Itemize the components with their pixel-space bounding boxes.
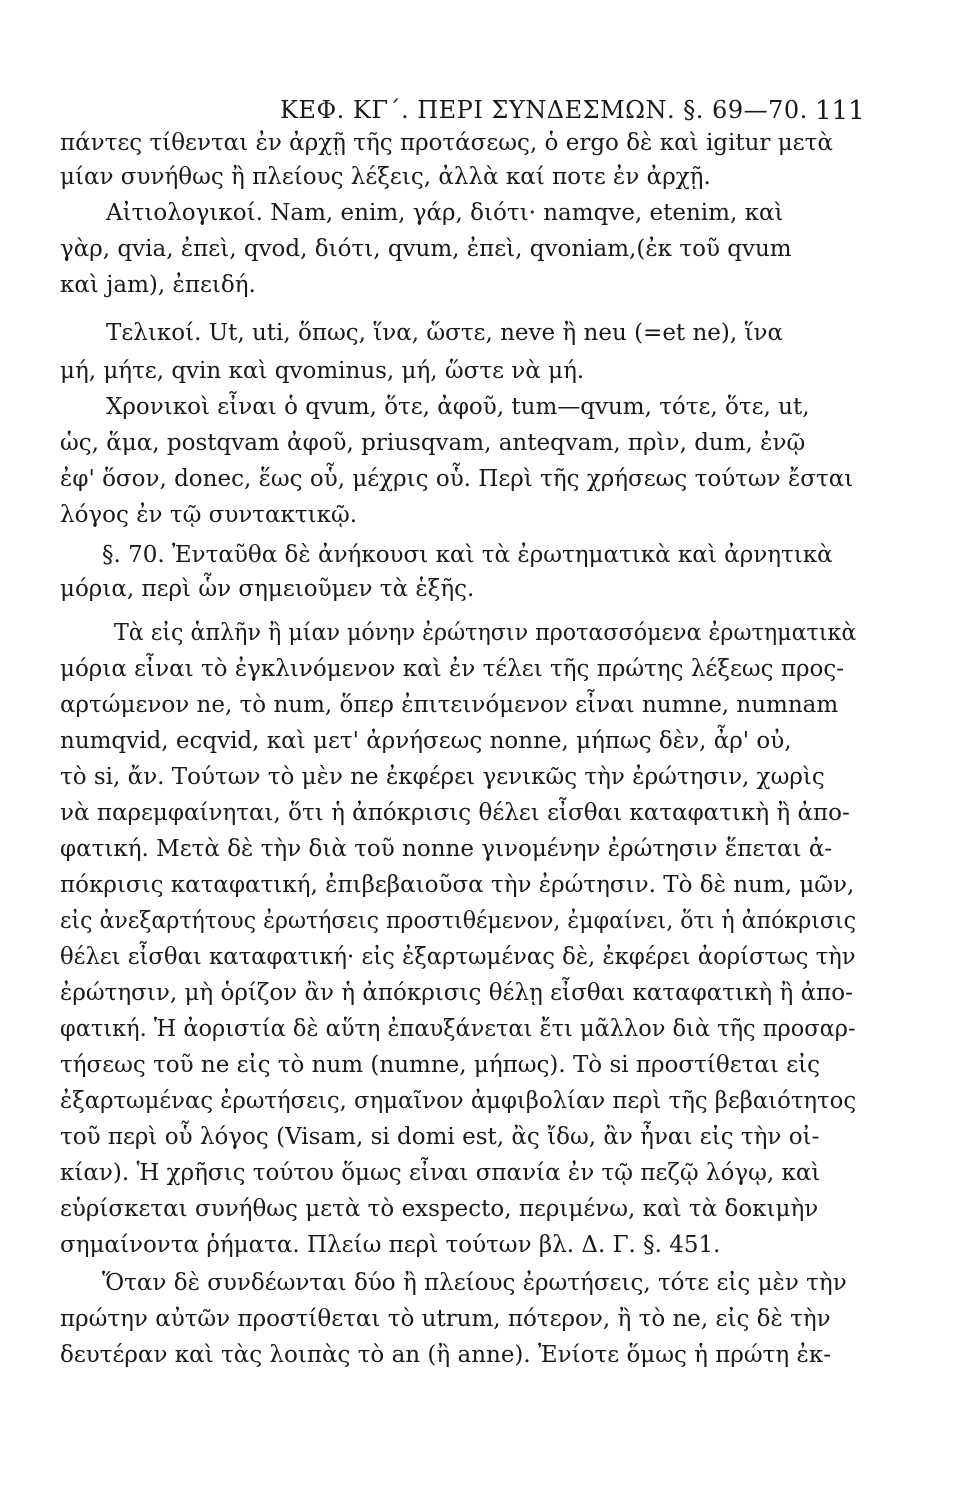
text-line: numqvid, ecqvid, καὶ μετ' ἀρνήσεως nonne, μήπως δὲν, ἆρ' οὐ, [60,728,792,754]
text-line: εἰς ἀνεξαρτήτους ἐρωτήσεις προστιθέμενον, ἐμφαίνει, ὅτι ἡ ἀπόκρισις [60,908,856,934]
text-line: καὶ jam), ἐπειδή. [60,272,256,298]
text-line: εὑρίσκεται συνήθως μετὰ τὸ exspecto, περιμένω, καὶ τὰ δοκιμὴν [60,1196,819,1222]
running-title: ΚΕΦ. ΚΓ΄. ΠΕΡΙ ΣΥΝΔΕΣΜΩΝ. §. 69—70. [280,96,808,124]
text-line: πάντες τίθενται ἐν ἀρχῇ τῆς προτάσεως, ὁ ergo δὲ καὶ igitur μετὰ [60,130,833,156]
text-line: πόκρισις καταφατική, ἐπιβεβαιοῦσα τὴν ἐρώτησιν. Τὸ δὲ num, μῶν, [60,872,855,898]
text-line: αρτώμενον ne, τὸ num, ὅπερ ἐπιτεινόμενον εἶναι numne, numnam [60,692,839,718]
text-line: Χρονικοὶ εἶναι ὁ qvum, ὅτε, ἀφοῦ, tum—qvum, τότε, ὅτε, ut, [106,394,810,420]
text-line: ὡς, ἅμα, postqvam ἀφοῦ, priusqvam, anteqvam, πρὶν, dum, ἐνῷ [60,430,806,456]
text-line: μή, μήτε, qvin καὶ qvominus, μή, ὥστε νὰ μή. [60,358,585,384]
text-line: κίαν). Ἡ χρῆσις τούτου ὅμως εἶναι σπανία ἐν τῷ πεζῷ λόγῳ, καὶ [60,1160,821,1186]
text-line: Τελικοί. Ut, uti, ὅπως, ἵνα, ὥστε, neve ἢ neu (=et ne), ἵνα [106,320,784,346]
text-line: θέλει εἶσθαι καταφατική· εἰς ἐξαρτωμένας δὲ, ἐκφέρει ἀορίστως τὴν [60,944,856,970]
text-line: Ὅταν δὲ συνδέωνται δύο ἢ πλείους ἐρωτήσεις, τότε εἰς μὲν τὴν [102,1270,847,1296]
text-line: τήσεως τοῦ ne εἰς τὸ num (numne, μήπως). Τὸ si προστίθεται εἰς [60,1052,821,1078]
text-line: πρώτην αὐτῶν προστίθεται τὸ utrum, πότερον, ἢ τὸ ne, εἰς δὲ τὴν [60,1306,831,1332]
text-line: λόγος ἐν τῷ συντακτικῷ. [60,502,358,528]
text-line: §. 70. Ἐνταῦθα δὲ ἀνήκουσι καὶ τὰ ἐρωτηματικὰ καὶ ἀρνητικὰ [102,542,833,568]
text-line: δευτέραν καὶ τὰς λοιπὰς τὸ an (ἢ anne). Ἐνίοτε ὅμως ἡ πρώτη ἐκ- [60,1342,831,1368]
text-line: μόρια εἶναι τὸ ἐγκλινόμενον καὶ ἐν τέλει τῆς πρώτης λέξεως προς- [60,656,844,682]
text-line: Τὰ εἰς ἁπλῆν ἢ μίαν μόνην ἐρώτησιν προτασσόμενα ἐρωτηματικὰ [114,620,857,646]
text-line: φατική. Μετὰ δὲ τὴν διὰ τοῦ nonne γινομένην ἐρώτησιν ἕπεται ἀ- [60,836,833,862]
text-line: ἐρώτησιν, μὴ ὁρίζον ἂν ἡ ἀπόκρισις θέλῃ εἶσθαι καταφατικὴ ἢ ἀπο- [60,980,853,1006]
page-number: 111 [815,96,865,126]
text-line: ἐφ' ὅσον, donec, ἕως οὗ, μέχρις οὗ. Περὶ τῆς χρήσεως τούτων ἔσται [60,466,854,492]
text-line: Αἰτιολογικοί. Nam, enim, γάρ, διότι· namqve, etenim, καὶ [106,200,784,226]
text-line: σημαίνοντα ῥήματα. Πλείω περὶ τούτων βλ. Δ. Γ. §. 451. [60,1232,721,1258]
text-line: μίαν συνήθως ἢ πλείους λέξεις, ἀλλὰ καί ποτε ἐν ἀρχῇ. [60,164,711,190]
text-line: τοῦ περὶ οὗ λόγος (Visam, si domi est, ἂς ἴδω, ἂν ἦναι εἰς τὴν οἰ- [60,1124,820,1150]
text-line: ἐξαρτωμένας ἐρωτήσεις, σημαῖνον ἀμφιβολίαν περὶ τῆς βεβαιότητος [60,1088,857,1114]
text-line: φατική. Ἡ ἀοριστία δὲ αὕτη ἐπαυξάνεται ἔτι μᾶλλον διὰ τῆς προσαρ- [60,1016,856,1042]
text-line: νὰ παρεμφαίνηται, ὅτι ἡ ἀπόκρισις θέλει εἶσθαι καταφατικὴ ἢ ἀπο- [60,800,850,826]
text-line: γὰρ, qvia, ἐπεὶ, qvod, διότι, qvum, ἐπεὶ, qvoniam,(ἐκ τοῦ qvum [60,236,792,262]
text-line: μόρια, περὶ ὧν σημειοῦμεν τὰ ἑξῆς. [60,576,475,602]
text-line: τὸ si, ἄν. Τούτων τὸ μὲν ne ἐκφέρει γενικῶς τὴν ἐρώτησιν, χωρὶς [60,764,825,790]
